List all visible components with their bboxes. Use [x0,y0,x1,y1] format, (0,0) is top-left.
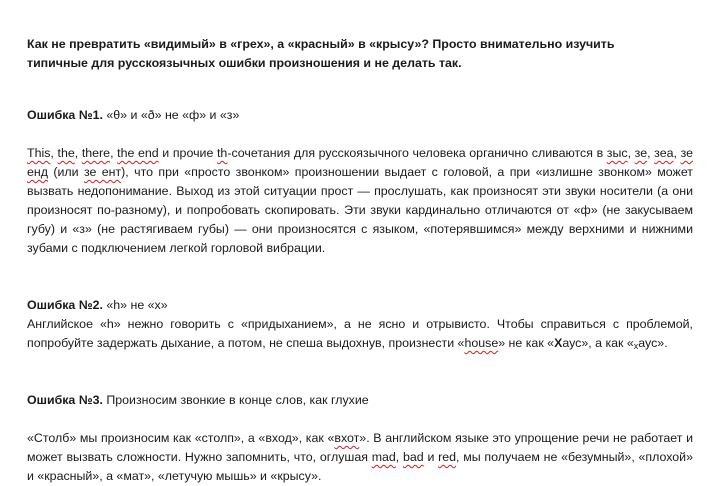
section-1-text-b: -сочетания для русскоязычного человека органично сливаются в [227,146,607,160]
word-zys: зыс [606,146,628,160]
section-3-text-e: , мы получаем не «безумный», «плохой» и «красный», а «мат», «летучую мышь» и «крысу». [27,450,693,483]
section-1-heading [27,106,239,125]
section-2-label: Ошибка №2. [27,298,103,312]
word-ze: зе [634,146,648,160]
section-1-text-c: (или [47,165,84,179]
section-2-text-a: Английское «h» нежно говорить с «придыханием», а не ясно и отрывисто. Чтобы справиться с проблемой, попробуйте задержать дыхание, а потом, не спеша выдохнув, произнести « [27,317,693,350]
word-bad: bad [403,450,424,464]
section-3-heading [27,391,369,410]
section-2-text-d: аус». [638,336,668,350]
section-2-subtitle: «h» не «х» [102,298,168,312]
section-3-body [27,429,693,486]
section-2-heading [27,296,168,315]
word-mad: mad [371,450,396,464]
word-this: This [27,146,51,160]
section-3-text-b: ». В английском языке это упрощение речи не работает и может вызвать сложности. Нужно запомнить, что, оглушая [27,431,693,464]
section-1-body: This, the, there, the end и прочие th-сочетания для русскоязычного человека органично сливаются в зыс, зе, зеа, зе енд (или зе ент), что при «просто звонком» произношении выдает с головой, а при «излишне звонком» может вызвать недопонимание. Выход из этой ситуации прост — прослушать, как произносят эти звуки носители (а они произносят по-разному), и попробовать скопировать. Эти звуки кардинально отличаются от «ф» (не закусываем губу) и «з» (не растягиваем губы) — они произносятся с языком, «потерявшимся» между верхними и нижними зубами с подключением легкой горловой вибрации. [27,146,694,255]
section-3-text-d: и [423,450,439,464]
word-th: th [216,146,228,160]
section-3-text-a: «Столб» мы произносим как «столп», а «вход», как « [27,431,335,445]
section-3-text-c: , [395,450,403,464]
section-3-subtitle: Произносим звонкие в конце слов, как глухие [102,393,369,407]
word-haus-bold: Х [554,336,563,350]
section-2-text-c: аус», а как « [562,336,634,350]
section-3-label: Ошибка №3. [27,393,103,407]
section-2-text-b: » не как « [498,336,555,350]
word-vhot: вхот [334,431,360,445]
word-zea: зеа [654,146,674,160]
word-ze-end: зе енд [27,146,694,179]
word-red: red [438,450,457,464]
section-1-text-a: и прочие [158,146,217,160]
intro-line-2: типичные для русскоязычных ошибки произношения и не делать так. [27,56,462,70]
section-1-label: Ошибка №1. [27,108,103,122]
word-there: there [81,146,111,160]
section-2-body [27,315,693,356]
word-the-end: the end [117,146,159,160]
word-haus-small: х [633,341,639,351]
word-house: house [464,336,499,350]
word-ze-ent: зе ент [83,165,122,179]
section-1-text-d: ), что при «просто звонком» произношении выдает с головой, а при «излишне звонком» может вызвать недопонимание. Выход из этой ситуации прост — прослушать, как произносят эти звуки носители (а они произносят по-разному), и попробовать скопировать. Эти звуки кардинально отличаются от «ф» (не закусываем губу) и «з» (не растягиваем губы) — они произносятся с языком, «потерявшимся» между верхними и нижними зубами с подключением легкой горловой вибрации. [27,165,693,255]
intro-paragraph [27,35,693,73]
intro-line-1: Как не превратить «видимый» в «грех», а «красный» в «крысу»? Просто внимательно изучить [27,37,615,51]
section-1-subtitle: «θ» и «ð» не «ф» и «з» [102,108,240,122]
word-the: the [57,146,75,160]
